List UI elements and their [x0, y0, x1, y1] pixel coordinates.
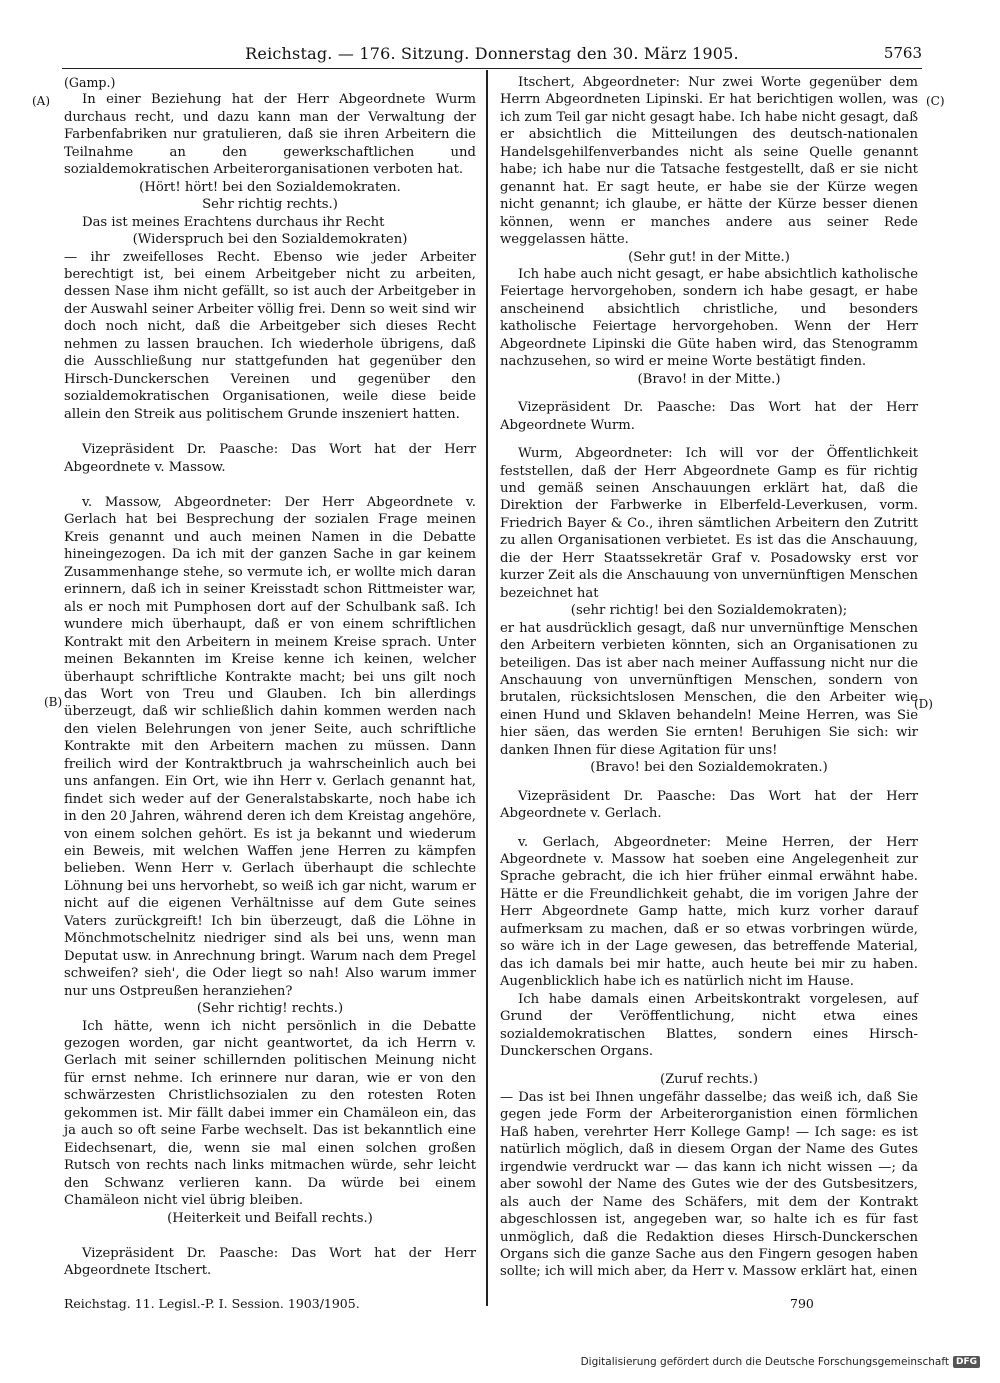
paragraph: Das ist meines Erachtens durchaus ihr Recht	[82, 214, 385, 230]
paragraph: — ihr zweifelloses Recht. Ebenso wie jeder Arbeiter berechtigt ist, bei einem Arbeitgeber nicht zu arbeiten, dessen Nase ihm nicht gefällt, so ist auch der Arbeitgeber in der Auswahl seiner Arbeiter völlig frei. Denn so weit sind wir doch noch nicht, daß die Arbeitgeber sich dieses Recht nehmen zu lassen brauchen. Ich wiederhole übrigens, daß die Ausschließung nur stattgefunden hat gegenüber den Hirsch-Dunckerschen Vereinen und gegenüber den sozialdemokratischen Organisationen, weile diese beide allein den Streik aus politischem Grunde inszeniert hatten.	[64, 249, 476, 422]
speech-itschert: Itschert, Abgeordneter: Nur zwei Worte gegenüber dem Herrn Abgeordneten Lipinski. Er hat berichtigen wollen, was ich zum Teil gar nicht gesagt habe. Ich habe nicht gesagt, daß er absichtlich die Mitteilungen des deutsch-nationalen Handelsgehilfenverbandes nicht als seine Quelle genannt habe; ich habe nur die Tatsache festgestellt, daß er sie nicht genannt hat. Er sagt heute, er habe sie der Kürze wegen nicht genannt; ich glaube, er hätte der Kürze besser dienen können, wenn er manches andere aus seiner Rede weggelassen hätte.	[500, 75, 918, 248]
chair-remark: Vizepräsident Dr. Paasche: Das Wort hat der Herr Abgeordnete v. Massow.	[64, 442, 476, 475]
dfg-logo: DFG	[953, 1356, 980, 1368]
interjection: (sehr richtig! bei den Sozialdemokraten);	[570, 603, 848, 619]
paragraph: — Das ist bei Ihnen ungefähr dasselbe; das weiß ich, daß Sie gegen jede Form der Arbeiterorganistion einen förmlichen Haß haben, verehrter Herr Kollege Gamp! — Ich sage: es ist natürlich möglich, daß in diesem Organ der Name des Gutes irgendwie verdruckt war — das kann ich nicht wissen —; da aber sowohl der Name des Gutes wie der des Gutsbesitzers, als auch der Name des Schäfers, mit dem der Kontrakt abgeschlossen ist, angegeben war, so halte ich es für fast unmöglich, daß die Redaktion dieses Hirsch-Dunckerschen Organs sich die ganze Sache aus den Fingern gesogen haben sollte; ich will mich aber, da Herr v. Massow erklärt hat, einen	[500, 1089, 918, 1280]
interjection: (Sehr richtig! rechts.)	[196, 1001, 344, 1017]
column-divider	[486, 70, 488, 1306]
margin-mark-d: (D)	[914, 697, 933, 711]
page-header-title: Reichstag. — 176. Sitzung. Donnerstag den 30. März 1905.	[245, 44, 739, 63]
interjection: (Heiterkeit und Beifall rechts.)	[167, 1210, 373, 1226]
running-header	[62, 44, 922, 70]
speech-gerlach: v. Gerlach, Abgeordneter: Meine Herren, der Herr Abgeordnete v. Massow hat soeben eine Angelegenheit zur Sprache gebracht, die ich hier früher einmal erwähnt habe. Hätte er die Freundlichkeit gehabt, die im vorigen Jahre der Herr Abgeordnete Gamp hatte, mich kurz vorher darauf aufmerksam zu machen, daß er so etwas vorbringen würde, so wäre ich in der Lage gewesen, das betreffende Material, das ich damals bei mir hatte, auch heute bei mir zu haben. Augenblicklich habe ich es natürlich nicht im Hause.	[500, 834, 918, 990]
credit-text: Digitalisierung gefördert durch die Deutsche Forschungsgemeinschaft	[580, 1356, 949, 1368]
speech-massow: v. Massow, Abgeordneter: Der Herr Abgeordnete v. Gerlach hat bei Besprechung der sozialen Frage meinen Kreis genannt und auch meinen Namen in die Debatte hineingezogen. Da ich mit der ganzen Sache in gar keinem Zusammenhange stehe, so vermute ich, er wollte mich daran erinnern, daß ich in seiner Kreisstadt schon Rittmeister war, als er noch mit Pumphosen dort auf der Schulbank saß. Ich wundere mich überhaupt, daß er von einem schriftlichen Kontrakt mit den Arbeitern in meinem Kreise sprach. Unter meinen Bekannten im Kreise kenne ich keinen, welcher überhaupt schriftliche Kontrakte macht; bei uns gilt noch das Wort von Treu und Glauben. Ich bin allerdings überzeugt, daß wir schließlich dahin kommen werden nach den vielen Belehrungen von jener Seite, auch schriftliche Kontrakte mit den Arbeitern machen zu müssen. Dann freilich wird der Kontraktbruch ja wahrscheinlich auch bei uns anfangen. Ein Ort, wie ihn Herr v. Gerlach genannt hat, findet sich weder auf der Generalstabskarte, noch habe ich in den 20 Jahren, während deren ich dem Kreistag angehöre, von einem solchen gehört. Es ist ja bekannt und wiederum ein Beweis, mit welchen Waffen jene Herren zu kämpfen belieben. Wenn Herr v. Gerlach überhaupt die schlechte Löhnung bei uns hervorhebt, so weiß ich gar nicht, warum er nicht auf die eigenen Verhältnisse auf dem Gute seines Vaters zurückgreift! Ich bin überzeugt, daß die Löhne in Mönchmotschelnitz niedriger sind als bei uns, wenn man Deputat usw. in Anrechnung bringt. Warum nach dem Pregel schweifen? sieh', die Oder liegt so nah! Also warum immer nur uns Ostpreußen heranziehen?	[64, 494, 476, 999]
interjection: (Bravo! in der Mitte.)	[637, 371, 781, 387]
footer-session-info: Reichstag. 11. Legisl.-P. I. Session. 1903/1905.	[64, 1296, 360, 1311]
interjection: Sehr richtig rechts.)	[202, 197, 338, 213]
speaker-continuation: (Gamp.)	[64, 75, 116, 90]
interjection: (Zuruf rechts.)	[659, 1072, 759, 1088]
chair-remark: Vizepräsident Dr. Paasche: Das Wort hat der Herr Abgeordnete Wurm.	[500, 400, 918, 433]
page-number: 5763	[883, 44, 922, 62]
interjection: (Sehr gut! in der Mitte.)	[628, 249, 790, 265]
margin-mark-b: (B)	[44, 695, 63, 709]
paragraph: Ich habe auch nicht gesagt, er habe absichtlich katholische Feiertage hervorgehoben, sondern ich habe gesagt, er habe anscheinend absichtlich christliche, und besonders katholische Feiertage hervorgehoben. Wenn der Herr Abgeordnete Lipinski die Güte haben wird, das Stenogramm nachzusehen, so wird er meine Worte bestätigt finden.	[500, 266, 918, 370]
digitization-credit	[581, 1356, 980, 1368]
interjection: (Bravo! bei den Sozialdemokraten.)	[590, 760, 828, 776]
right-column	[500, 74, 918, 1281]
margin-mark-a: (A)	[32, 94, 51, 108]
interjection: (Widerspruch bei den Sozialdemokraten)	[132, 232, 408, 248]
footer-sheet-number: 790	[790, 1296, 814, 1311]
speech-wurm: Wurm, Abgeordneter: Ich will vor der Öffentlichkeit feststellen, daß der Herr Abgeordnete Gamp es für richtig und gemäß seinen Anschauungen erklärt hat, daß die Direktion der Farbwerke in Elberfeld-Leverkusen, vorm. Friedrich Bayer & Co., ihren sämtlichen Arbeitern den Zutritt zu allen Organisationen verbietet. Es ist das die Anschauung, die der Herr Staatssekretär Graf v. Posadowsky erst vor kurzer Zeit als die Anschauung von unvernünftigen Menschen bezeichnet hat	[500, 446, 918, 601]
paragraph: Ich habe damals einen Arbeitskontrakt vorgelesen, auf Grund der Veröffentlichung, nicht etwa eines sozialdemokratischen Blattes, sondern eines Hirsch-Dunckerschen Organs.	[500, 991, 918, 1060]
paragraph: er hat ausdrücklich gesagt, daß nur unvernünftige Menschen den Arbeitern verbieten könnten, sich an Organisationen zu beteiligen. Das ist aber nach meiner Auffassung nicht nur die Anschauung von unvernünftigen Menschen, sondern von brutalen, rücksichtslosen Menschen, die den Arbeiter wie einen Hund und Sklaven behandeln! Meine Herren, was Sie hier säen, das werden Sie ernten! Beruhigen Sie sich: wir danken Ihnen für diese Agitation für uns!	[500, 620, 918, 758]
margin-mark-c: (C)	[926, 94, 945, 108]
paragraph: Ich hätte, wenn ich nicht persönlich in die Debatte gezogen worden, gar nicht geantwortet, da ich Herrn v. Gerlach mit seiner schillernden politischen Meinung nicht für ernst nehme. Ich erinnere nur daran, wie er von den schwärzesten Christlichsozialen zu den rotesten Roten gekommen ist. Mir fällt dabei immer ein Chamäleon ein, das ja auch so oft seine Farbe wechselt. Das ist bekanntlich eine Eidechsenart, die, wenn sie mal einen solchen großen Rutsch von rechts nach links mitmachen würde, sehr leicht den Schwanz verlieren kann. Da würde bei einem Chamäleon nicht viel übrig bleiben.	[64, 1018, 476, 1209]
interjection: (Hört! hört! bei den Sozialdemokraten.	[139, 179, 401, 195]
header-rule	[62, 68, 922, 69]
chair-remark: Vizepräsident Dr. Paasche: Das Wort hat der Herr Abgeordnete v. Gerlach.	[500, 788, 918, 822]
left-column	[64, 74, 476, 1280]
chair-remark: Vizepräsident Dr. Paasche: Das Wort hat der Herr Abgeordnete Itschert.	[64, 1246, 476, 1279]
paragraph: In einer Beziehung hat der Herr Abgeordnete Wurm durchaus recht, und dazu kann man der Verwaltung der Farbenfabriken nur gratulieren, daß sie ihren Arbeitern die Teilnahme an den gewerkschaftlichen und sozialdemokratischen Arbeiterorganisationen verboten hat.	[64, 92, 476, 178]
